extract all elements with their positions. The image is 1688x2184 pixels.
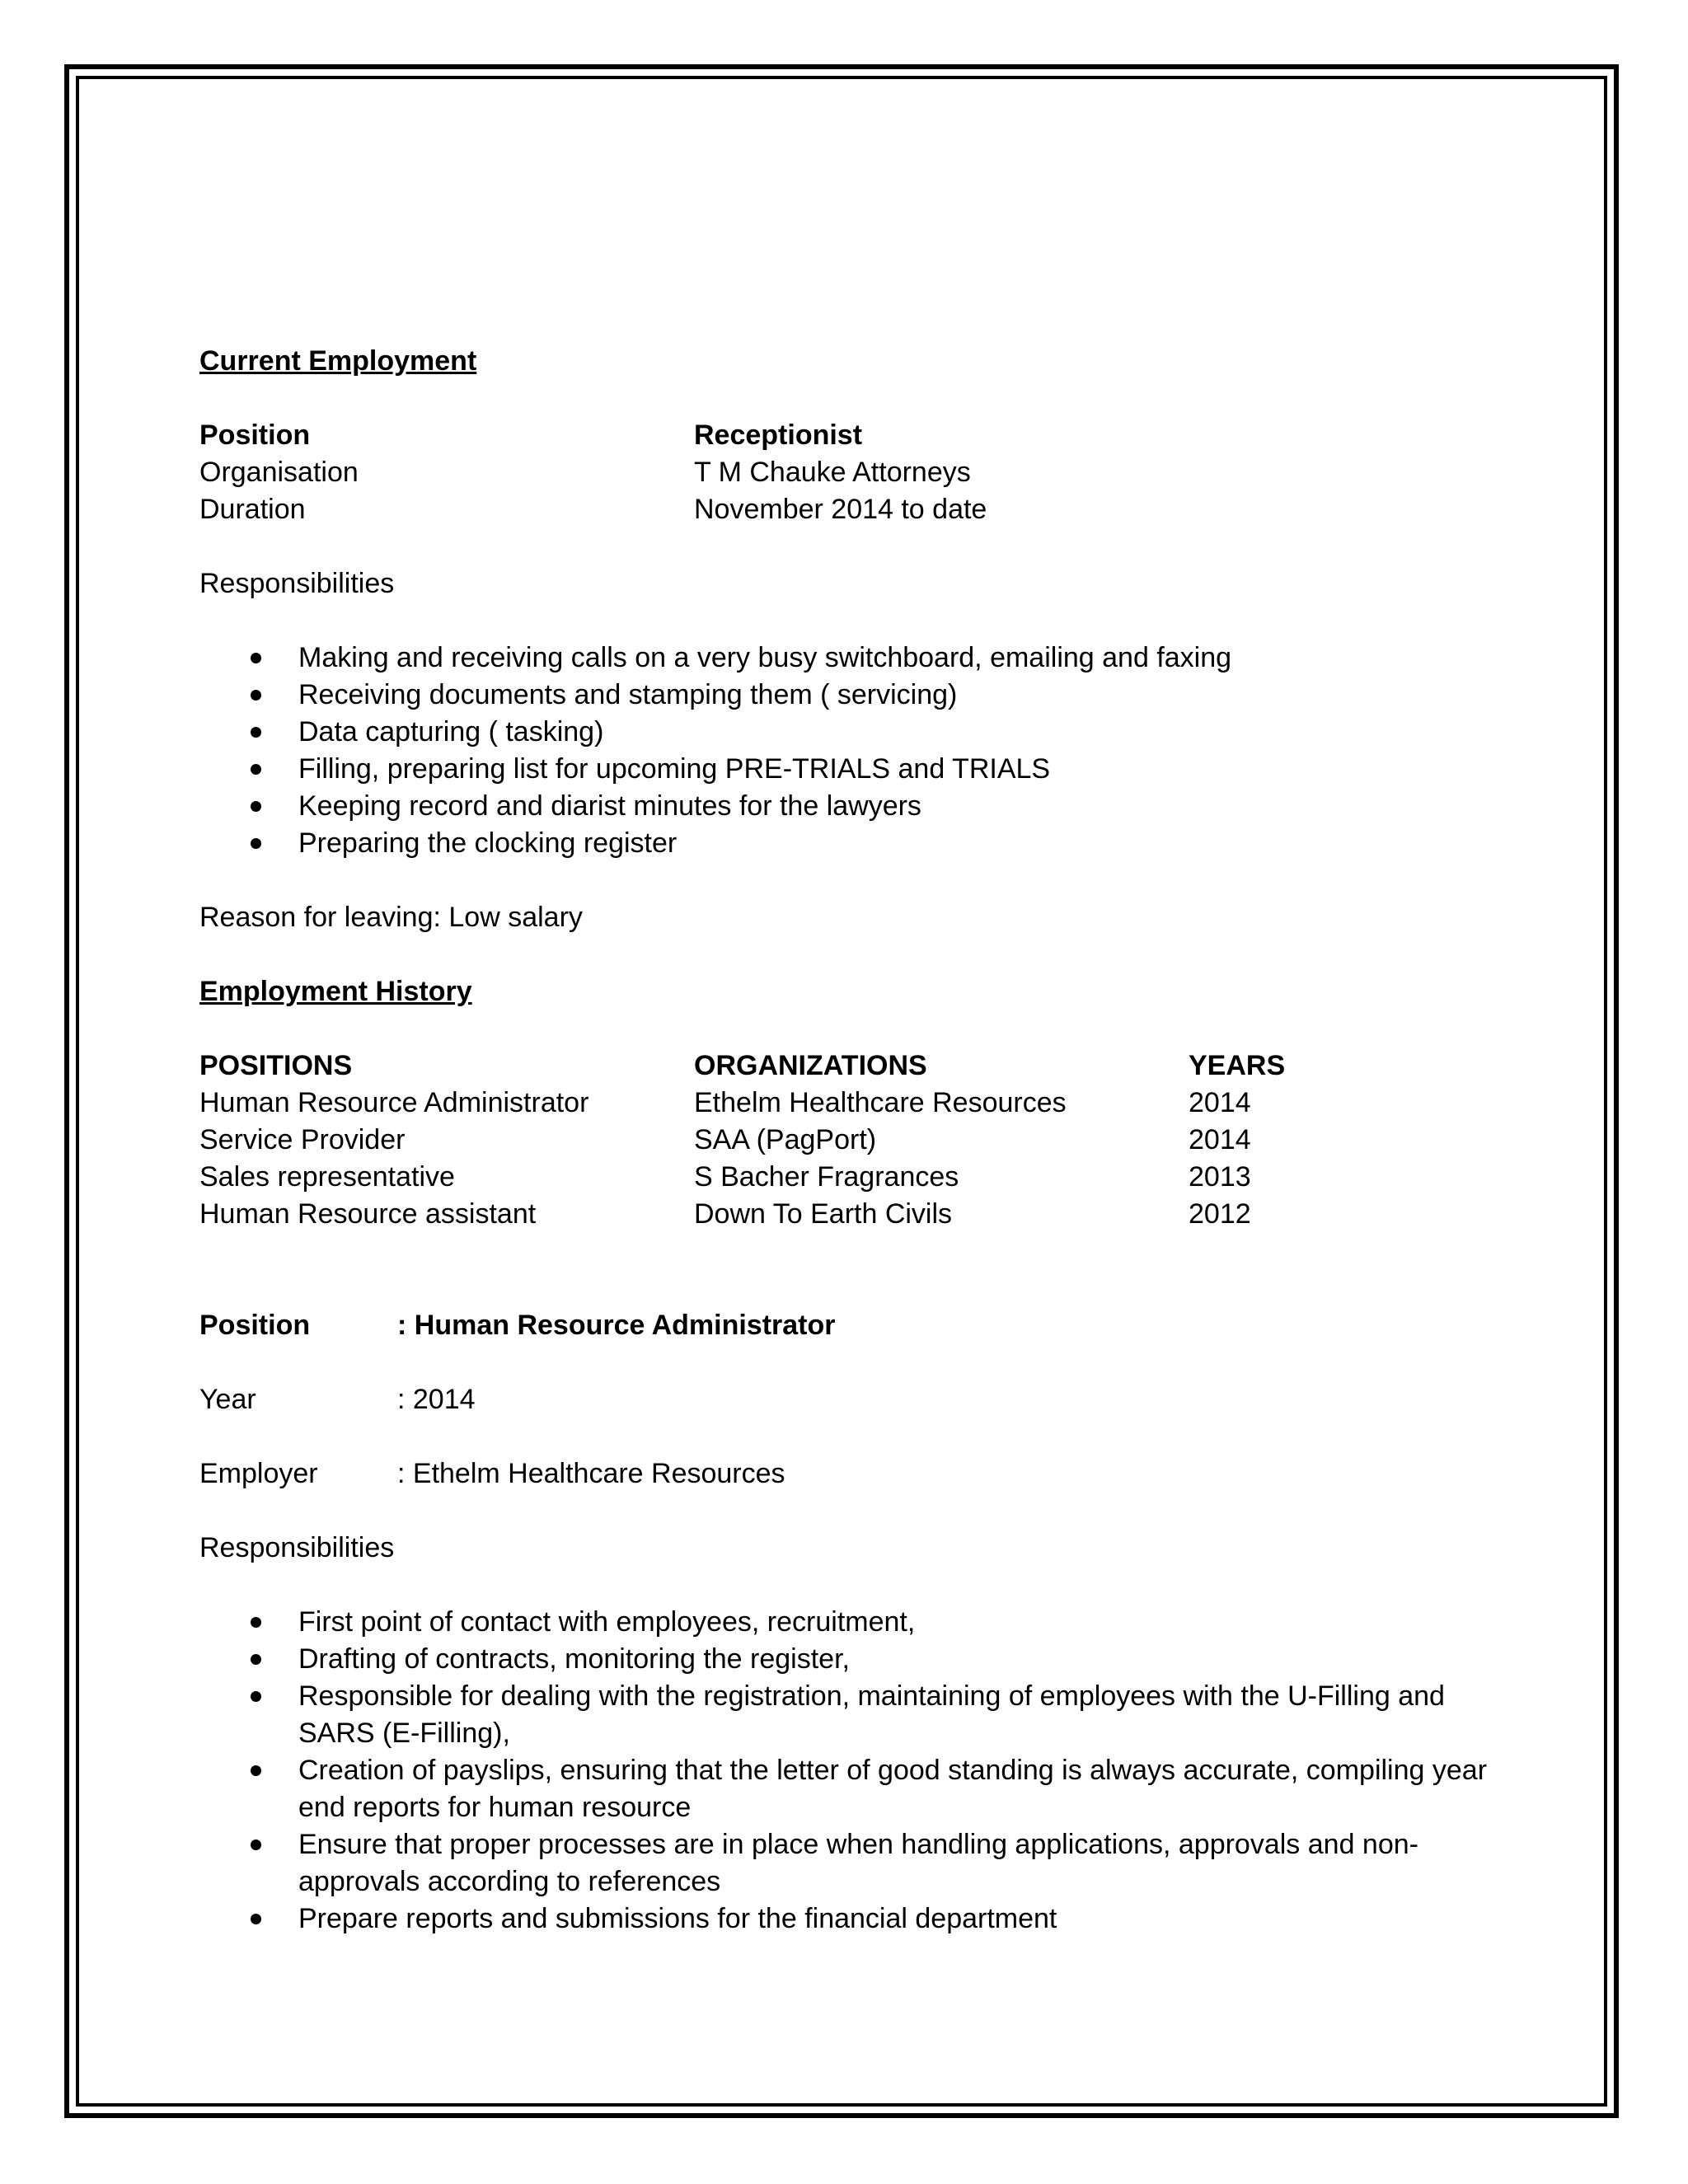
organisation-row	[199, 454, 1518, 491]
organisation-label: Organisation	[199, 457, 359, 488]
position-label: Position	[199, 419, 311, 451]
history-organization: Ethelm Healthcare Resources	[694, 1087, 1067, 1118]
column-header-years: YEARS	[1189, 1050, 1286, 1081]
position-row	[199, 417, 1518, 454]
bullet-icon	[251, 1654, 261, 1665]
history-position: Sales representative	[199, 1161, 455, 1193]
history-position: Human Resource Administrator	[199, 1087, 589, 1118]
history-organization: SAA (PagPort)	[694, 1124, 877, 1155]
history-organization: Down To Earth Civils	[694, 1198, 953, 1230]
current-employment-heading: Current Employment	[199, 345, 477, 377]
detail-employer-value: : Ethelm Healthcare Resources	[397, 1458, 785, 1489]
detail-position-row	[199, 1307, 1518, 1344]
list-item: Making and receiving calls on a very busy switchboard, emailing and faxing	[199, 640, 1518, 677]
resume-content	[199, 343, 1518, 1938]
bullet-icon	[251, 1765, 261, 1776]
history-year: 2012	[1189, 1198, 1251, 1230]
history-year: 2014	[1189, 1087, 1251, 1118]
bullet-icon	[251, 653, 261, 663]
detail-employer-label: Employer	[199, 1458, 318, 1489]
duration-value: November 2014 to date	[694, 494, 987, 525]
list-item: Creation of payslips, ensuring that the letter of good standing is always accurate, compiling year end reports for human resource	[199, 1752, 1518, 1826]
bullet-icon	[251, 1840, 261, 1850]
list-item: Data capturing ( tasking)	[199, 714, 1518, 751]
detail-position-label: Position	[199, 1310, 311, 1341]
current-responsibilities-list	[199, 640, 1518, 862]
responsibilities-label: Responsibilities	[199, 568, 395, 599]
organisation-value: T M Chauke Attorneys	[694, 457, 971, 488]
column-header-positions: POSITIONS	[199, 1050, 353, 1081]
bullet-icon	[251, 1914, 261, 1924]
list-item: First point of contact with employees, recruitment,	[199, 1604, 1518, 1641]
detail-year-row	[199, 1381, 1518, 1418]
table-row	[199, 1196, 1518, 1233]
bullet-icon	[251, 801, 261, 812]
reason-for-leaving: Reason for leaving: Low salary	[199, 902, 583, 933]
employment-history-heading: Employment History	[199, 976, 472, 1007]
bullet-icon	[251, 1691, 261, 1702]
list-item: Responsible for dealing with the registration, maintaining of employees with the U-Filling and SARS (E-Filling),	[199, 1678, 1518, 1752]
detail-year-value: : 2014	[397, 1384, 476, 1415]
history-table-header	[199, 1047, 1518, 1085]
detail-responsibilities-list	[199, 1604, 1518, 1938]
list-item: Drafting of contracts, monitoring the register,	[199, 1641, 1518, 1678]
detail-responsibilities-label: Responsibilities	[199, 1532, 395, 1563]
position-value: Receptionist	[694, 419, 863, 451]
history-year: 2014	[1189, 1124, 1251, 1155]
table-row	[199, 1122, 1518, 1159]
list-item: Receiving documents and stamping them ( servicing)	[199, 677, 1518, 714]
bullet-icon	[251, 764, 261, 775]
column-header-organizations: ORGANIZATIONS	[694, 1050, 927, 1081]
bullet-icon	[251, 838, 261, 849]
duration-label: Duration	[199, 494, 306, 525]
detail-year-label: Year	[199, 1384, 256, 1415]
duration-row	[199, 491, 1518, 528]
history-position: Human Resource assistant	[199, 1198, 537, 1230]
detail-employer-row	[199, 1455, 1518, 1493]
list-item: Ensure that proper processes are in place when handling applications, approvals and non- approvals according to references	[199, 1826, 1518, 1900]
history-year: 2013	[1189, 1161, 1251, 1193]
table-row	[199, 1159, 1518, 1196]
list-item: Keeping record and diarist minutes for the lawyers	[199, 788, 1518, 825]
list-item: Filling, preparing list for upcoming PRE-TRIALS and TRIALS	[199, 751, 1518, 788]
history-organization: S Bacher Fragrances	[694, 1161, 959, 1193]
detail-position-value: : Human Resource Administrator	[397, 1310, 836, 1341]
list-item: Preparing the clocking register	[199, 825, 1518, 862]
table-row	[199, 1085, 1518, 1122]
bullet-icon	[251, 690, 261, 701]
list-item: Prepare reports and submissions for the financial department	[199, 1900, 1518, 1938]
history-position: Service Provider	[199, 1124, 406, 1155]
bullet-icon	[251, 727, 261, 738]
bullet-icon	[251, 1617, 261, 1628]
